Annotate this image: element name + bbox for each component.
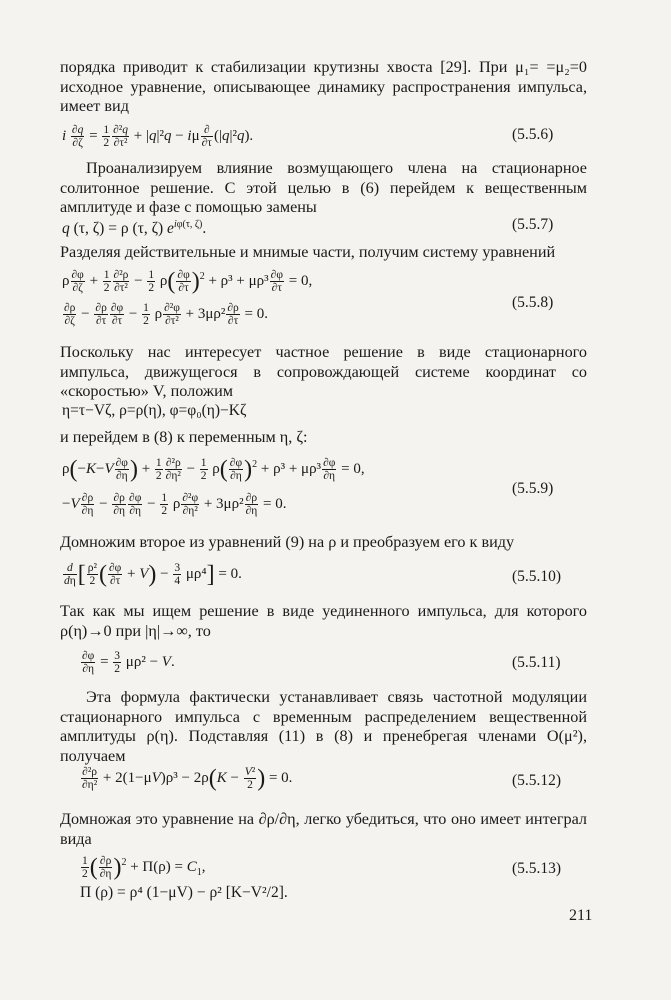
equation-number: (5.5.8)	[512, 294, 554, 311]
paragraph-6: Домножим второе из уравнений (9) на ρ и преобразуем его к виду	[60, 533, 515, 551]
paragraph-1: порядка приводит к стабилизации крутизны хвоста [29]. При μ₁= =μ₂=0 исходное уравнение, описывающее динамику распространения импульса, имеет вид	[60, 58, 587, 115]
equation-5-5-12: $\frac{\text{∂²ρ}}{\text{∂η²}}$ + 2(1−μV)ρ³ − 2ρ(K − $\frac{\text{V²}}{2}$ ) = 0. (5.5.12)	[82, 765, 562, 792]
equation-number: (5.5.13)	[512, 860, 562, 877]
equation-number: (5.5.9)	[512, 480, 554, 497]
equation-number: (5.5.10)	[512, 568, 562, 585]
paragraph-8: Эта формула фактически устанавливает связь частотной модуляции стационарного импульса с временным распределением вещественной амплитуды ρ(η). Подставляя (11) в (8) и пренебрегая членами O(μ²), получаем	[60, 688, 587, 765]
equation-number: (5.5.12)	[512, 772, 562, 789]
equation-5-5-8: ρ $\frac{\partial\varphi}{\partial\zeta}$ + $\frac{1}{2}$ $\frac{\text{∂²ρ}}{\text{∂τ²}}$ − $\frac{1}{2}$ ρ( $\frac{\partial\varphi}{\partial\tau}$ )$^2$ + ρ³ + μρ³ $\frac{\partial\varphi}{\partial\tau}$ = 0, $\frac{\partial\rho}{\partial\zeta}$ − $\frac{\partial\rho}{\partial\tau}$ $\frac{\partial\varphi}{\partial\tau}$ − $\frac{1}{2}$ ρ $\frac{\text{∂²φ}}{\text{∂τ²}}$ + 3μρ² $\frac{\partial\rho}{\partial\tau}$ = 0. (5.5.8)	[62, 268, 554, 327]
paragraph-9: Домножая это уравнение на ∂ρ/∂η, легко убедиться, что оно имеет интеграл вида	[60, 810, 587, 848]
paragraph-7: Так как мы ищем решение в виде уединенного импульса, для которого ρ(η)→0 при |η|→∞, то	[60, 602, 587, 640]
paragraph-2: Проанализируем влияние возмущающего члена на стационарное солитонное решение. С этой целью в (6) перейдем к вещественным амплитуде и фазе с помощью замены	[60, 159, 587, 216]
paragraph-3: Разделяя действительные и мнимые части, получим систему уравнений	[60, 243, 556, 261]
paragraph-5: и перейдем в (8) к переменным η, ζ:	[60, 428, 308, 446]
equation-number: (5.5.6)	[512, 126, 554, 143]
equation-5-5-13: $\frac{1}{2}$ ( $\frac{\partial\rho}{\partial\eta}$ )$^2 + \Pi(\rho) = C_1$, Π (ρ) = ρ⁴ (1−μV) − ρ² [K−V²/2]. (5.5.13)	[80, 854, 562, 901]
substitution-equation: η=τ−Vζ, ρ=ρ(η), φ=φ₀(η)−Kζ	[62, 402, 247, 419]
equation-5-5-11: $\frac{\partial\varphi}{\partial\eta}$ = $\frac{3}{2}$ μρ² − V. (5.5.11)	[82, 650, 561, 675]
paragraph-4: Поскольку нас интересует частное решение в виде стационарного импульса, движущегося в сопровождающей системе координат со «скоростью» V, положим	[60, 343, 587, 400]
equation-number: (5.5.7)	[512, 216, 554, 233]
equation-5-5-7: q (τ, ζ) = ρ (τ, ζ) $e^{i\varphi(\tau, \zeta)}$. (5.5.7)	[62, 216, 554, 238]
equation-5-5-6: i $\frac{\partial q}{\partial\zeta}$ = $\frac{1}{2}$ $\frac{\text{∂²q}}{\text{∂τ²}}$ + |q|²q − iμ ∂ ∂τ (|q|²q). (5.5.6)	[62, 124, 554, 149]
equation-5-5-10: $\frac{d}{d\eta}$ [ $\frac{\text{ρ²}}{2}$ ( $\frac{\partial\varphi}{\partial\tau}$ + V) − $\frac{3}{4}$ μρ⁴] = 0. (5.5.10)	[64, 561, 562, 588]
equation-5-5-9: ρ(−K−V $\frac{\partial\varphi}{\partial\eta}$ ) + $\frac{1}{2}$ $\frac{\text{∂²ρ}}{\text{∂η²}}$ − $\frac{1}{2}$ ρ( $\frac{\partial\varphi}{\partial\eta}$ )$^2$ + ρ³ + μρ³ $\frac{\partial\varphi}{\partial\eta}$ = 0, −V $\frac{\partial\rho}{\partial\eta}$ − $\frac{\partial\rho}{\partial\eta}$ $\frac{\partial\varphi}{\partial\eta}$ − $\frac{1}{2}$ ρ $\frac{\text{∂²φ}}{\text{∂η²}}$ + 3μρ² $\frac{\partial\rho}{\partial\eta}$ = 0. (5.5.9)	[62, 456, 554, 517]
equation-number: (5.5.11)	[512, 654, 561, 671]
page-number: 211	[569, 907, 593, 924]
